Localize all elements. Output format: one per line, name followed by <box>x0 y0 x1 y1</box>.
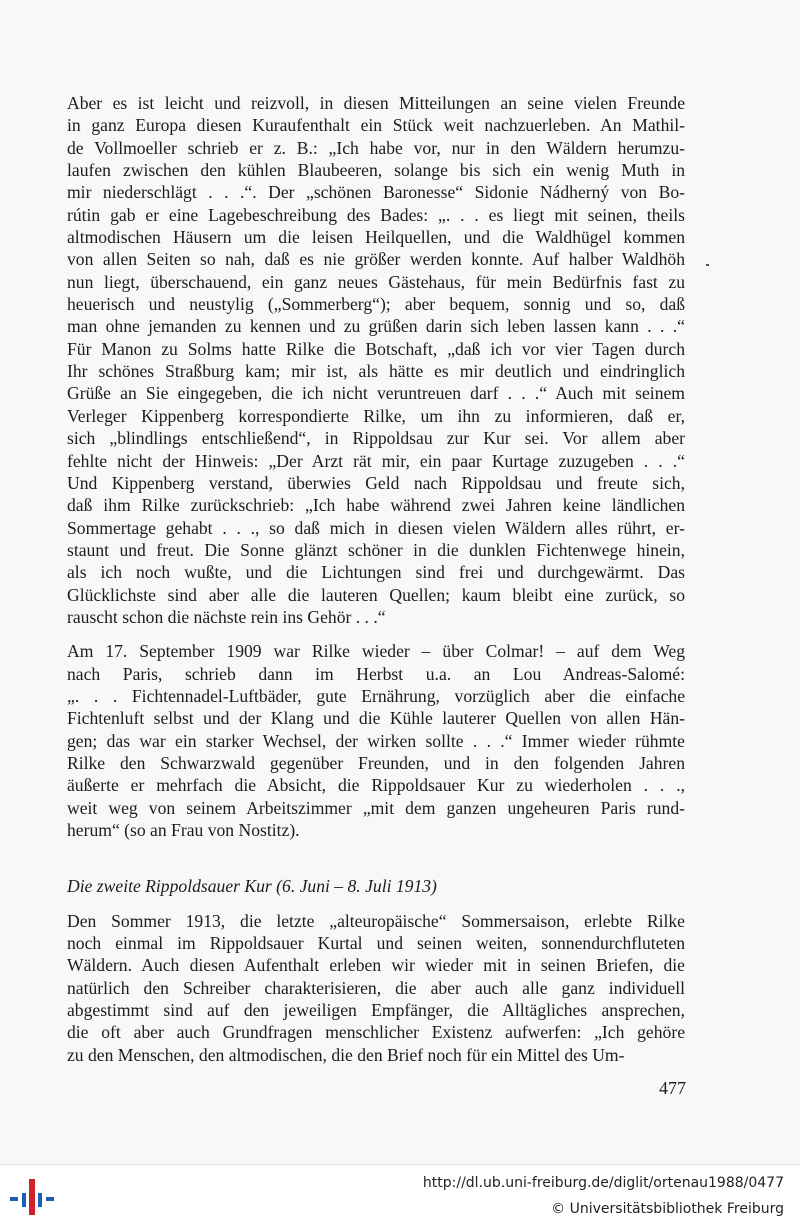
text-line: de Vollmoeller schrieb er z. B.: „Ich habe vor, nur in den Wäldern herumzu- <box>67 137 685 158</box>
text-line: heuerisch und neustylig („Sommerberg“); aber bequem, sonnig und so, daß <box>67 294 685 315</box>
text-line: abgestimmt sind auf den jeweiligen Empfänger, die Alltägliches ansprechen, <box>67 1000 685 1021</box>
text-line: Verleger Kippenberg korrespondierte Rilke, um ihn zu informieren, daß er, <box>67 405 685 426</box>
footer-bar <box>0 1164 800 1225</box>
text-line: mir niederschlägt . . .“. Der „schönen Baronesse“ Sidonie Nádherný von Bo- <box>67 182 685 203</box>
text-line: „. . . Fichtennadel-Luftbäder, gute Ernährung, vorzüglich aber die einfache <box>67 685 685 706</box>
paragraph-2 <box>67 640 685 841</box>
text-line: zu den Menschen, den altmodischen, die den Brief noch für ein Mittel des Um- <box>67 1044 625 1065</box>
page-number: 477 <box>659 1078 686 1098</box>
ub-freiburg-logo-icon <box>8 1175 58 1219</box>
text-line: als ich noch wußte, und die Lichtungen sind frei und durchgewärmt. Das <box>67 562 685 583</box>
paragraph-1 <box>67 92 685 628</box>
page-body <box>67 92 685 1066</box>
text-line: Rilke den Schwarzwald gegenüber Freunden, und in den folgenden Jahren <box>67 752 685 773</box>
text-line: natürlich den Schreiber charakterisieren, die aber auch alle ganz individuell <box>67 977 685 998</box>
text-line: äußerte er mehrfach die Absicht, die Rippoldsauer Kur zu wiederholen . . ., <box>67 775 685 796</box>
text-line: Den Sommer 1913, die letzte „alteuropäische“ Sommersaison, erlebte Rilke <box>67 910 685 931</box>
text-line: rauscht schon die nächste rein ins Gehör . . .“ <box>67 606 386 627</box>
text-line: noch einmal im Rippoldsauer Kurtal und seinen weiten, sonnendurchfluteten <box>67 933 685 954</box>
text-line: weit weg von seinem Arbeitszimmer „mit dem ganzen ungeheuren Paris rund- <box>67 797 685 818</box>
text-line: Für Manon zu Solms hatte Rilke die Botschaft, „daß ich vor vier Tagen durch <box>67 338 685 359</box>
text-line: daß ihm Rilke zurückschrieb: „Ich habe während zwei Jahren keine ländlichen <box>67 495 685 516</box>
text-line: nach Paris, schrieb dann im Herbst u.a. an Lou Andreas-Salomé: <box>67 663 685 684</box>
text-line: Fichtenluft selbst und der Klang und die Kühle lauterer Quellen von allen Hän- <box>67 708 685 729</box>
text-line: Glücklichste sind aber alle die lauteren Quellen; kaum bleibt eine zurück, so <box>67 584 685 605</box>
text-line: laufen zwischen den kühlen Blaubeeren, solange bis sich ein wenig Muth in <box>67 160 685 181</box>
text-line: von allen Seiten so nah, daß es nie größer werden konnte. Auf halber Waldhöh <box>67 249 685 270</box>
text-line: staunt und freut. Die Sonne glänzt schöner in die dunklen Fichtenwege hinein, <box>67 539 685 560</box>
text-line: gen; das war ein starker Wechsel, der wirken sollte . . .“ Immer wieder rühmte <box>67 730 685 751</box>
text-line: rútin gab er eine Lagebeschreibung des Bades: „. . . es liegt mit seinen, theils <box>67 204 685 225</box>
text-line: die oft aber auch Grundfragen menschlicher Existenz aufwerfen: „Ich gehöre <box>67 1022 685 1043</box>
text-line: Wäldern. Auch diesen Aufenthalt erleben wir wieder mit in seinen Briefen, die <box>67 955 685 976</box>
text-line: altmodischen Häusern um die leisen Heilquellen, und die Waldhügel kommen <box>67 227 685 248</box>
text-line: in ganz Europa diesen Kuraufenthalt ein Stück weit nachzuerleben. An Mathil- <box>67 115 685 136</box>
text-line: man ohne jemanden zu kennen und zu grüßen darin sich leben lassen kann . . .“ <box>67 316 685 337</box>
section-heading: Die zweite Rippoldsauer Kur (6. Juni – 8. Juli 1913) <box>67 876 437 897</box>
source-url[interactable]: http://dl.ub.uni-freiburg.de/diglit/ortenau1988/0477 <box>422 1175 784 1191</box>
text-line: Aber es ist leicht und reizvoll, in diesen Mitteilungen an seine vielen Freunde <box>67 93 685 113</box>
text-line: Sommertage gehabt . . ., so daß mich in diesen vielen Wäldern alles rührt, er- <box>67 517 685 538</box>
copyright-notice: © Universitätsbibliothek Freiburg <box>551 1201 784 1217</box>
text-line: nun liegt, überschauend, ein ganz neues Gästehaus, für mein Bedürfnis fast zu <box>67 271 685 292</box>
text-line: fehlte nicht der Hinweis: „Der Arzt rät mir, ein paar Kurtage zuzugeben . . .“ <box>67 450 685 471</box>
text-line: sich „blindlings entschließend“, in Rippoldsau zur Kur sei. Vor allem aber <box>67 428 685 449</box>
paragraph-3 <box>67 910 685 1066</box>
text-line: herum“ (so an Frau von Nostitz). <box>67 820 300 840</box>
text-line: Und Kippenberg verstand, überwies Geld nach Rippoldsau und freute sich, <box>67 472 685 493</box>
scan-speck <box>706 264 709 266</box>
text-line: Ihr schönes Straßburg kam; mir ist, als hätte es mir deutlich und eindringlich <box>67 361 685 382</box>
text-line: Grüße an Sie eingegeben, die ich nicht veruntreuen darf . . .“ Auch mit seinem <box>67 383 685 404</box>
text-line: Am 17. September 1909 war Rilke wieder – über Colmar! – auf dem Weg <box>67 641 685 662</box>
